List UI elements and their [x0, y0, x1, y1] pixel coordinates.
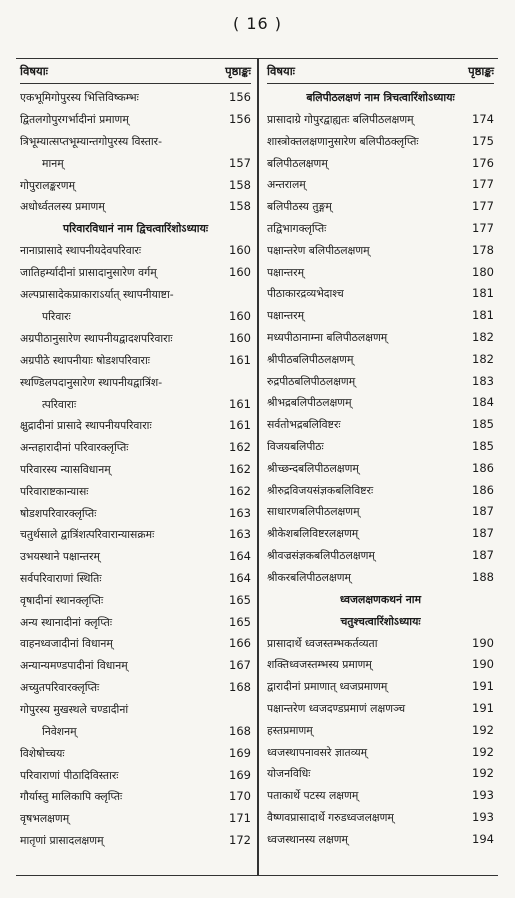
entry-title: पक्षान्तरम्: [267, 309, 305, 323]
toc-entry: [267, 196, 494, 218]
toc-entry: [20, 633, 251, 655]
entry-page-number: 185: [472, 417, 494, 432]
entry-title: मानम्: [42, 157, 64, 171]
entry-page-number: 171: [229, 811, 251, 826]
entry-title: अल्पप्रासादेकप्राकाराऽर्यात् स्थापनीयाष्टा-: [20, 288, 174, 302]
entry-page-number: 161: [229, 418, 251, 433]
entry-title: नानाप्रासादे स्थापनीयदेवपरिवारः: [20, 244, 142, 258]
entry-title: गोपुरस्य मुखस्थले चण्डादीनां: [20, 703, 129, 717]
entry-page-number: 169: [229, 745, 251, 760]
entry-page-number: 175: [472, 133, 494, 148]
entry-title: शक्तिध्वजस्तम्भस्य प्रमाणम्: [267, 658, 372, 672]
entry-page-number: 158: [229, 177, 251, 192]
entry-title: योजनविधिः: [267, 767, 311, 781]
entry-title: उभयस्थाने पक्षान्तरम्: [20, 550, 100, 564]
toc-entry: [267, 807, 494, 829]
entry-page-number: 192: [472, 744, 494, 759]
toc-entry: [267, 109, 494, 131]
entry-title: परिवारस्य न्यासविधानम्: [20, 462, 111, 476]
toc-entry: [20, 459, 251, 481]
entry-title: हस्तप्रमाणम्: [267, 723, 313, 737]
entry-page-number: 169: [229, 767, 251, 782]
entry-page-number: 181: [472, 286, 494, 301]
entry-title: साधारणबलिपीठलक्षणम्: [267, 505, 360, 519]
toc-entry: [267, 327, 494, 349]
page-number: ( 16 ): [232, 14, 282, 33]
left-column-header: [20, 59, 251, 84]
entry-page-number: 162: [229, 461, 251, 476]
toc-entry: [20, 612, 251, 634]
entry-title: पक्षान्तरेण बलिपीठलक्षणम्: [267, 243, 370, 257]
entry-title: चतुर्थसाले द्वात्रिंशत्परिवारान्यासक्रमः: [20, 528, 155, 542]
entry-title: अन्तहारादीनां परिवारक्लृप्तिः: [20, 441, 129, 455]
entry-page-number: 176: [472, 155, 494, 170]
toc-entry: [20, 87, 251, 109]
toc-entry: [267, 545, 494, 567]
entry-page-number: 182: [472, 351, 494, 366]
entry-page-number: 192: [472, 722, 494, 737]
entry-page-number: 164: [229, 570, 251, 585]
entry-page-number: 188: [472, 569, 494, 584]
entry-title: परिवारः: [42, 310, 71, 324]
entry-title: बलिपीठलक्षणम्: [267, 156, 328, 170]
entry-page-number: 186: [472, 460, 494, 475]
entry-title: श्रीरुद्रविजयसंज्ञकबलिविष्टरः: [267, 483, 374, 497]
entry-page-number: 170: [229, 789, 251, 804]
entry-page-number: 174: [472, 112, 494, 126]
toc-entry: [20, 677, 251, 699]
table-of-contents: [16, 58, 498, 876]
subject-heading: विषयाः: [267, 63, 295, 78]
toc-entry: [267, 283, 494, 305]
entry-title: वैष्णवप्रासादार्थे गरुडध्वजलक्षणम्: [267, 810, 394, 824]
toc-entry: [20, 415, 251, 437]
toc-entry: [267, 633, 494, 655]
page-heading: पृष्ठाङ्कः: [225, 63, 251, 78]
entry-title: प्रासादाग्रे गोपुरद्वाह्यतः बलिपीठलक्षणम्: [267, 113, 414, 126]
toc-entry: [267, 414, 494, 436]
toc-entry: [267, 131, 494, 153]
chapter-heading: परिवारविधानं नाम द्विचत्वारिंशोऽध्यायः: [62, 222, 209, 236]
entry-page-number: 185: [472, 438, 494, 453]
entry-title: परिवाराष्टकान्यासः: [20, 484, 89, 498]
entry-title: गोपुरालङ्करणम्: [20, 178, 76, 192]
entry-title: द्वारादीनां प्रमाणात् ध्वजप्रमाणम्: [267, 680, 388, 694]
entry-title: रुद्रपीठबलिपीठलक्षणम्: [267, 374, 356, 388]
entry-title: परिवाराणां पीठादिविस्तारः: [20, 768, 119, 782]
toc-entry: [267, 501, 494, 523]
entry-page-number: 163: [229, 527, 251, 542]
entry-page-number: 177: [472, 220, 494, 235]
entry-title: षोडशपरिवारक्लृप्तिः: [20, 506, 97, 520]
left-entries: [20, 87, 251, 852]
entry-title: पक्षान्तरेण ध्वजदण्डप्रमाणं लक्षणञ्च: [267, 701, 406, 715]
entry-page-number: 193: [472, 788, 494, 803]
entry-title: वाहनध्वजादीनां विधानम्: [20, 637, 113, 651]
entry-title: श्रीभद्रबलिपीठलक्षणम्: [267, 396, 352, 410]
entry-page-number: 160: [229, 243, 251, 258]
entry-page-number: 194: [472, 831, 494, 846]
toc-entry: [20, 175, 251, 197]
toc-entry: [20, 284, 251, 306]
toc-entry: [267, 153, 494, 175]
entry-page-number: 187: [472, 504, 494, 519]
toc-entry: [20, 568, 251, 590]
entry-title: बलिपीठस्य तुङ्गम्: [267, 200, 332, 214]
toc-entry: [20, 503, 251, 525]
entry-title: ध्वजस्थानस्य लक्षणम्: [267, 832, 348, 846]
toc-entry: [20, 350, 251, 372]
entry-page-number: 161: [229, 396, 251, 411]
entry-page-number: 156: [229, 111, 251, 126]
toc-entry: [267, 371, 494, 393]
entry-page-number: 181: [472, 308, 494, 323]
entry-page-number: 168: [229, 679, 251, 694]
entry-page-number: 177: [472, 177, 494, 192]
toc-entry: [20, 721, 251, 743]
entry-title: अन्तरालम्: [267, 178, 306, 192]
entry-page-number: 163: [229, 505, 251, 520]
entry-title: श्रीच्छन्दबलिपीठलक्षणम्: [267, 461, 359, 475]
toc-entry: [20, 808, 251, 830]
subject-heading: विषयाः: [20, 63, 48, 78]
entry-page-number: 193: [472, 809, 494, 824]
toc-entry: [20, 546, 251, 568]
entry-page-number: 187: [472, 547, 494, 562]
entry-title: शास्त्रोक्तलक्षणानुसारेण बलिपीठक्लृप्तिः: [267, 134, 419, 148]
entry-title: विशेषोच्चयः: [20, 746, 65, 760]
toc-entry: [267, 305, 494, 327]
entry-page-number: 187: [472, 526, 494, 541]
entry-page-number: 190: [472, 635, 494, 650]
entry-page-number: 191: [472, 700, 494, 715]
toc-entry: [267, 720, 494, 742]
toc-entry: [20, 240, 251, 262]
entry-title: त्रिभूम्यात्सप्तभूम्यान्तगोपुरस्य विस्तार-: [20, 135, 162, 149]
entry-title: अच्युतपरिवारक्लृप्तिः: [20, 680, 100, 694]
entry-page-number: 160: [229, 330, 251, 345]
right-column: [259, 59, 498, 875]
toc-entry: [20, 655, 251, 677]
entry-title: द्वितलगोपुरगर्भादीनां प्रमाणम्: [20, 112, 129, 126]
toc-entry: [20, 153, 251, 175]
entry-title: स्थण्डिलपदानुसारेण स्थापनीयद्वात्रिंश-: [20, 375, 163, 389]
entry-page-number: 183: [472, 373, 494, 388]
entry-page-number: 162: [229, 440, 251, 455]
entry-title: अन्यान्यमण्डपादीनां विधानम्: [20, 659, 128, 673]
toc-entry: [20, 590, 251, 612]
toc-entry: [267, 676, 494, 698]
entry-title: अग्रपीठानुसारेण स्थापनीयद्वादशपरिवाराः: [20, 331, 173, 345]
toc-entry: [267, 698, 494, 720]
entry-page-number: 161: [229, 352, 251, 367]
entry-title: क्षुद्रादीनां प्रासादे स्थापनीयपरिवाराः: [20, 419, 152, 433]
entry-page-number: 184: [472, 395, 494, 410]
entry-title: गौर्यास्तु मालिकापि क्लृप्तिः: [20, 790, 123, 804]
toc-entry: [267, 567, 494, 589]
toc-entry: [267, 458, 494, 480]
entry-title: वृषभलक्षणम्: [20, 812, 70, 826]
toc-entry: [267, 829, 494, 851]
entry-title: श्रीकेशबलिविष्टरलक्षणम्: [267, 527, 359, 541]
toc-entry: [267, 392, 494, 414]
entry-page-number: 165: [229, 614, 251, 629]
entry-page-number: 178: [472, 242, 494, 257]
toc-entry: [267, 785, 494, 807]
entry-page-number: 158: [229, 199, 251, 214]
entry-title: अन्य स्थानादीनां क्लृप्तिः: [20, 615, 113, 629]
entry-page-number: 164: [229, 549, 251, 564]
entry-title: मध्यपीठानाम्ना बलिपीठलक्षणम्: [267, 330, 388, 344]
entry-title: सर्वतोभद्रबलिविष्टरः: [267, 418, 341, 432]
entry-title: वृषादीनां स्थानक्लृप्तिः: [20, 593, 104, 607]
left-column: [16, 59, 259, 875]
entry-title: श्रीकरबलिपीठलक्षणम्: [267, 570, 351, 584]
toc-entry: [20, 699, 251, 721]
toc-entry: [20, 786, 251, 808]
toc-entry: [267, 523, 494, 545]
toc-entry: [20, 524, 251, 546]
page-heading: पृष्ठाङ्कः: [468, 63, 494, 78]
toc-entry: [267, 174, 494, 196]
entry-page-number: 167: [229, 658, 251, 673]
toc-entry: [20, 131, 251, 153]
entry-title: अधोर्ध्वतलस्य प्रमाणम्: [20, 200, 105, 214]
entry-page-number: 157: [229, 156, 251, 171]
entry-title: ध्वजस्थापनावसरे ज्ञातव्यम्: [267, 745, 368, 759]
chapter-heading: ध्वजलक्षणकथनं नाम: [339, 592, 422, 606]
chapter-heading: बलिपीठलक्षणं नाम त्रिचत्वारिंशोऽध्यायः: [306, 91, 455, 104]
entry-page-number: 166: [229, 636, 251, 651]
entry-title: त्परिवाराः: [42, 397, 77, 411]
entry-page-number: 182: [472, 329, 494, 344]
entry-title: पताकार्थे पटस्य लक्षणम्: [267, 789, 359, 803]
toc-entry: [20, 481, 251, 503]
entry-page-number: 177: [472, 199, 494, 214]
entry-page-number: 156: [229, 90, 251, 104]
entry-page-number: 180: [472, 264, 494, 279]
toc-entry: [267, 654, 494, 676]
entry-page-number: 172: [229, 832, 251, 847]
toc-entry: [20, 262, 251, 284]
toc-entry: [20, 743, 251, 765]
toc-entry: [267, 763, 494, 785]
entry-title: प्रासादार्थे ध्वजस्तम्भकर्तव्यता: [267, 636, 378, 650]
entry-page-number: 160: [229, 309, 251, 324]
entry-title: पीठाकारद्रव्यभेदाश्च: [267, 287, 344, 301]
toc-entry: [20, 371, 251, 393]
toc-entry: [20, 830, 251, 852]
entry-title: विजयबलिपीठः: [267, 439, 324, 453]
toc-entry: [267, 349, 494, 371]
toc-entry: [267, 742, 494, 764]
entry-title: अग्रपीठे स्थापनीयाः षोडशपरिवाराः: [20, 353, 150, 367]
entry-title: मातृणां प्रासादलक्षणम्: [20, 833, 104, 847]
entry-title: निवेशनम्: [42, 725, 77, 739]
chapter-heading: चतुश्चत्वारिंशोऽध्यायः: [340, 614, 421, 628]
entry-title: श्रीपीठबलिपीठलक्षणम्: [267, 352, 354, 366]
toc-entry: [20, 328, 251, 350]
entry-page-number: 168: [229, 724, 251, 739]
toc-entry: [267, 218, 494, 240]
toc-entry: [20, 306, 251, 328]
right-entries: [267, 87, 494, 851]
toc-entry: [267, 480, 494, 502]
toc-entry: [267, 436, 494, 458]
entry-title: एकभूमिगोपुरस्य भित्तिविष्कम्भः: [20, 91, 139, 104]
toc-entry: [20, 393, 251, 415]
toc-entry: [267, 262, 494, 284]
entry-page-number: 190: [472, 657, 494, 672]
entry-page-number: 160: [229, 264, 251, 279]
entry-title: श्रीवज्रसंज्ञकबलिपीठलक्षणम्: [267, 548, 375, 562]
right-column-header: [267, 59, 494, 84]
entry-page-number: 192: [472, 766, 494, 781]
entry-title: जातिहर्म्यादीनां प्रासादानुसारेण वर्गम्: [20, 265, 157, 279]
toc-entry: [267, 240, 494, 262]
entry-page-number: 186: [472, 482, 494, 497]
toc-entry: [20, 109, 251, 131]
entry-title: पक्षान्तरम्: [267, 265, 305, 279]
entry-title: तद्विभागक्लृप्तिः: [267, 221, 327, 235]
toc-entry: [20, 437, 251, 459]
entry-page-number: 165: [229, 592, 251, 607]
toc-entry: [20, 196, 251, 218]
entry-title: सर्वपरिवाराणां स्थितिः: [20, 571, 102, 585]
toc-entry: [20, 765, 251, 787]
entry-page-number: 191: [472, 679, 494, 694]
entry-page-number: 162: [229, 483, 251, 498]
